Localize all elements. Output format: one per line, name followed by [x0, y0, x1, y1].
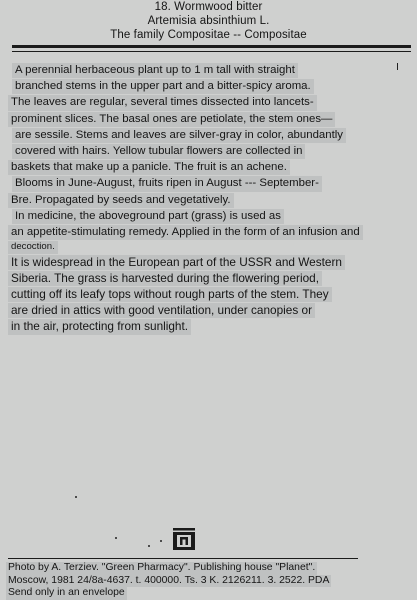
text-line: Blooms in June-August, fruits ripen in August --- September-: [12, 176, 322, 191]
text-line: Bre. Propagated by seeds and vegetatively.: [8, 193, 234, 208]
text-line: branched stems in the upper part and a bitter-spicy aroma.: [12, 79, 314, 94]
header-rule-thick: [12, 45, 411, 48]
photo-credit: Photo by A. Terziev. "Green Pharmacy". Publishing house "Planet".: [8, 562, 316, 573]
speck: [115, 537, 117, 539]
text-line: A perennial herbaceous plant up to 1 m tall with straight: [12, 63, 298, 78]
text-line: prominent slices. The basal ones are petiolate, the stem ones—: [8, 112, 335, 127]
card-number-title: 18. Wormwood bitter: [154, 1, 263, 13]
text-line: in the air, protecting from sunlight.: [8, 319, 191, 334]
family-name: The family Compositae -- Compositae: [110, 29, 307, 41]
text-line: covered with hairs. Yellow tubular flowers are collected in: [12, 144, 305, 159]
text-line: The leaves are regular, several times dissected into lancets-: [8, 95, 317, 110]
publisher-logo-icon: [172, 528, 196, 550]
text-line: Siberia. The grass is harvested during the flowering period,: [8, 271, 322, 286]
text-line: are sessile. Stems and leaves are silver-gray in color, abundantly: [12, 128, 346, 143]
latin-name: Artemisia absinthium L.: [147, 15, 270, 27]
speck: [160, 540, 162, 542]
text-line: In medicine, the aboveground part (grass) is used as: [12, 209, 284, 224]
text-line: decoction.: [8, 241, 58, 254]
print-details: Moscow, 1981 24/8a-4637. t. 400000. Ts. 3 K. 2126211. 3. 2522. PDA: [8, 574, 330, 586]
description-text: [8, 63, 408, 336]
text-line: are dried in attics with good ventilation, under canopies or: [8, 303, 315, 318]
speck: [75, 496, 77, 498]
speck: [148, 545, 150, 547]
publication-info: [6, 562, 331, 600]
text-line: It is widespread in the European part of the USSR and Western: [8, 255, 345, 270]
text-line: cutting off its leafy tops without rough parts of the stem. They: [8, 287, 332, 302]
mailing-note: Send only in an envelope: [8, 587, 125, 599]
header-rule-thin: [12, 51, 411, 52]
footer-rule: [8, 558, 358, 559]
text-line: baskets that make up a panicle. The fruit is an achene.: [8, 160, 290, 175]
text-line: an appetite-stimulating remedy. Applied in the form of an infusion and: [8, 225, 363, 240]
